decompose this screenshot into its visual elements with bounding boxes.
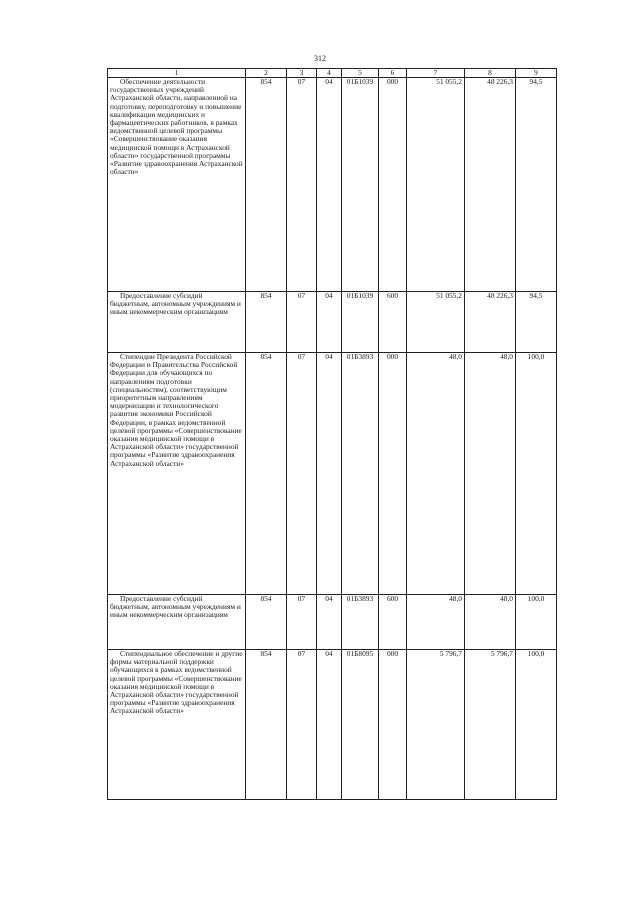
cell-c6: 000 xyxy=(379,78,407,292)
table-row xyxy=(108,78,557,292)
column-header: 8 xyxy=(465,69,516,78)
cell-c5: 01Б8095 xyxy=(342,650,379,800)
table-row xyxy=(108,353,557,595)
row-name: Предоставление субсидий бюджетным, автономным учреждениям и иным некоммерческим организациям xyxy=(108,292,246,353)
cell-c7: 51 055,2 xyxy=(407,292,465,353)
cell-c3: 07 xyxy=(287,353,317,595)
cell-c7: 51 055,2 xyxy=(407,78,465,292)
column-header: 7 xyxy=(407,69,465,78)
table-row xyxy=(108,595,557,650)
column-header: 3 xyxy=(287,69,317,78)
cell-c9: 100,0 xyxy=(516,650,557,800)
cell-c8: 48,0 xyxy=(465,353,516,595)
column-header: 6 xyxy=(379,69,407,78)
cell-c3: 07 xyxy=(287,650,317,800)
cell-c4: 04 xyxy=(317,292,342,353)
cell-c4: 04 xyxy=(317,595,342,650)
row-name: Стипендии Президента Российской Федерации и Правительства Российской Федерации для обучающихся по направлениям подготовки (специальностям), соответствующим приоритетным направлениям модернизации и технологического развития экономики Российской Федерации, в рамках ведомственной целевой программы «Совершенствование оказания медицинской помощи в Астраханской области» государственной программы «Развитие здравоохранения Астраханской области» xyxy=(108,353,246,595)
cell-c3: 07 xyxy=(287,292,317,353)
cell-c8: 5 796,7 xyxy=(465,650,516,800)
cell-c4: 04 xyxy=(317,78,342,292)
cell-c6: 000 xyxy=(379,650,407,800)
cell-c3: 07 xyxy=(287,595,317,650)
cell-c5: 01Б1039 xyxy=(342,78,379,292)
cell-c5: 01Б1039 xyxy=(342,292,379,353)
column-header: 9 xyxy=(516,69,557,78)
row-name: Стипендиальное обеспечение и другие формы материальной поддержки обучающихся в рамках ведомственной целевой программы «Совершенствование оказания медицинской помощи в Астраханской области» государственной программы «Развитие здравоохранения Астраханской области» xyxy=(108,650,246,800)
cell-c9: 94,5 xyxy=(516,78,557,292)
cell-c2: 854 xyxy=(246,353,287,595)
cell-c9: 100,0 xyxy=(516,353,557,595)
cell-c7: 48,0 xyxy=(407,595,465,650)
row-name: Предоставление субсидий бюджетным, автономным учреждениям и иным некоммерческим организациям xyxy=(108,595,246,650)
cell-c4: 04 xyxy=(317,650,342,800)
page-number: 312 xyxy=(314,54,326,63)
cell-c8: 48,0 xyxy=(465,595,516,650)
cell-c7: 48,0 xyxy=(407,353,465,595)
cell-c5: 01Б3893 xyxy=(342,595,379,650)
column-header: 4 xyxy=(317,69,342,78)
table-row xyxy=(108,650,557,800)
cell-c6: 600 xyxy=(379,595,407,650)
cell-c2: 854 xyxy=(246,595,287,650)
cell-c8: 48 226,3 xyxy=(465,78,516,292)
cell-c9: 94,5 xyxy=(516,292,557,353)
cell-c2: 854 xyxy=(246,78,287,292)
cell-c9: 100,0 xyxy=(516,595,557,650)
cell-c3: 07 xyxy=(287,78,317,292)
cell-c2: 854 xyxy=(246,650,287,800)
cell-c5: 01Б3893 xyxy=(342,353,379,595)
column-header: 1 xyxy=(108,69,246,78)
budget-table xyxy=(107,68,557,800)
cell-c6: 000 xyxy=(379,353,407,595)
cell-c4: 04 xyxy=(317,353,342,595)
cell-c8: 48 226,3 xyxy=(465,292,516,353)
table-row xyxy=(108,292,557,353)
column-header: 2 xyxy=(246,69,287,78)
row-name: Обеспечение деятельности государственных учреждений Астраханской области, направленной на подготовку, переподготовку и повышение квалификации медицинских и фармацевтических работников, в рамках ведомственной целевой программы «Совершенствование оказания медицинской помощи в Астраханской области» государственной программы «Развитие здравоохранения Астраханской области» xyxy=(108,78,246,292)
column-header: 5 xyxy=(342,69,379,78)
cell-c2: 854 xyxy=(246,292,287,353)
cell-c7: 5 796,7 xyxy=(407,650,465,800)
cell-c6: 600 xyxy=(379,292,407,353)
